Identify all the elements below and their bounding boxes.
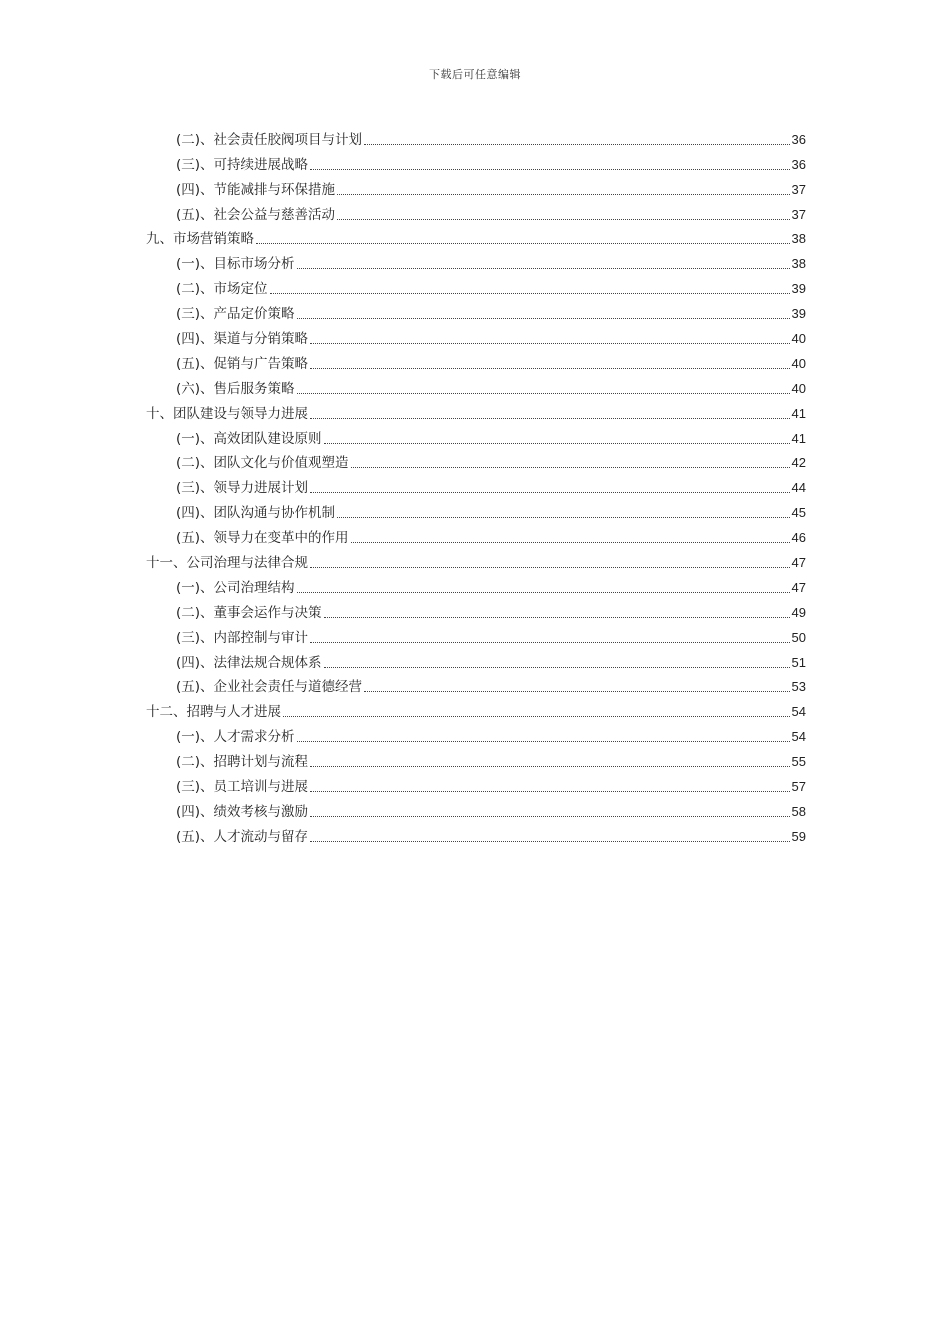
toc-entry-label: (四)、法律法规合规体系 <box>176 654 322 671</box>
toc-dot-leader <box>324 443 790 444</box>
toc-dot-leader <box>310 418 790 419</box>
toc-entry-label: (四)、节能减排与环保措施 <box>176 181 336 198</box>
toc-dot-leader <box>351 542 790 543</box>
toc-entry-label: (二)、董事会运作与决策 <box>176 604 322 621</box>
toc-section-entry[interactable] <box>146 474 806 499</box>
toc-dot-leader <box>256 243 790 244</box>
toc-entry-label: (三)、可持续进展战略 <box>176 156 309 173</box>
toc-entry-page-number: 59 <box>791 828 806 844</box>
toc-dot-leader <box>310 816 789 817</box>
toc-entry-page-number: 47 <box>791 579 806 595</box>
toc-section-entry[interactable] <box>146 201 806 226</box>
toc-entry-label: 十二、招聘与人才进展 <box>146 704 281 721</box>
toc-entry-label: (二)、社会责任胶阀项目与计划 <box>176 131 363 148</box>
toc-entry-label: (一)、高效团队建设原则 <box>176 430 322 447</box>
toc-entry-label: (四)、绩效考核与激励 <box>176 803 309 820</box>
toc-section-entry[interactable] <box>146 524 806 549</box>
toc-dot-leader <box>310 169 789 170</box>
toc-section-entry[interactable] <box>146 773 806 798</box>
toc-entry-label: (一)、公司治理结构 <box>176 579 295 596</box>
toc-entry-page-number: 45 <box>791 505 806 521</box>
toc-entry-page-number: 54 <box>791 704 806 720</box>
toc-entry-label: 十、团队建设与领导力进展 <box>146 405 308 422</box>
toc-entry-label: 九、市场营销策略 <box>146 231 254 248</box>
toc-chapter-entry[interactable] <box>146 549 806 574</box>
toc-section-entry[interactable] <box>146 499 806 524</box>
toc-dot-leader <box>337 194 789 195</box>
toc-dot-leader <box>351 467 790 468</box>
toc-chapter-entry[interactable] <box>146 400 806 425</box>
toc-entry-page-number: 41 <box>791 430 806 446</box>
toc-entry-page-number: 53 <box>791 679 806 695</box>
toc-section-entry[interactable] <box>146 674 806 699</box>
toc-dot-leader <box>324 667 790 668</box>
toc-section-entry[interactable] <box>146 350 806 375</box>
toc-dot-leader <box>337 517 789 518</box>
toc-entry-page-number: 40 <box>791 380 806 396</box>
toc-entry-label: (六)、售后服务策略 <box>176 380 295 397</box>
toc-entry-label: (三)、领导力进展计划 <box>176 480 309 497</box>
toc-section-entry[interactable] <box>146 300 806 325</box>
toc-section-entry[interactable] <box>146 723 806 748</box>
toc-entry-label: (一)、人才需求分析 <box>176 729 295 746</box>
toc-dot-leader <box>310 343 789 344</box>
toc-section-entry[interactable] <box>146 176 806 201</box>
toc-section-entry[interactable] <box>146 126 806 151</box>
toc-dot-leader <box>324 617 790 618</box>
toc-section-entry[interactable] <box>146 151 806 176</box>
toc-dot-leader <box>297 741 790 742</box>
toc-dot-leader <box>297 268 790 269</box>
toc-entry-label: (五)、领导力在变革中的作用 <box>176 530 349 547</box>
toc-entry-label: (二)、招聘计划与流程 <box>176 754 309 771</box>
toc-section-entry[interactable] <box>146 375 806 400</box>
toc-entry-label: (四)、渠道与分销策略 <box>176 331 309 348</box>
toc-section-entry[interactable] <box>146 275 806 300</box>
toc-entry-label: (五)、社会公益与慈善活动 <box>176 206 336 223</box>
table-of-contents <box>146 126 806 848</box>
toc-entry-page-number: 40 <box>791 355 806 371</box>
toc-section-entry[interactable] <box>146 823 806 848</box>
toc-entry-label: (四)、团队沟通与协作机制 <box>176 505 336 522</box>
toc-entry-page-number: 36 <box>791 156 806 172</box>
toc-section-entry[interactable] <box>146 450 806 475</box>
toc-entry-label: 十一、公司治理与法律合规 <box>146 555 308 572</box>
toc-section-entry[interactable] <box>146 624 806 649</box>
toc-entry-label: (二)、市场定位 <box>176 281 268 298</box>
toc-dot-leader <box>283 716 790 717</box>
toc-entry-label: (五)、企业社会责任与道德经营 <box>176 679 363 696</box>
toc-dot-leader <box>310 766 789 767</box>
toc-entry-label: (五)、促销与广告策略 <box>176 355 309 372</box>
toc-entry-page-number: 36 <box>791 131 806 147</box>
page-header: 下载后可任意编辑 <box>429 68 521 81</box>
toc-entry-page-number: 54 <box>791 729 806 745</box>
toc-entry-page-number: 51 <box>791 654 806 670</box>
toc-entry-page-number: 57 <box>791 779 806 795</box>
toc-entry-label: (一)、目标市场分析 <box>176 256 295 273</box>
toc-dot-leader <box>297 318 790 319</box>
toc-entry-page-number: 44 <box>791 480 806 496</box>
toc-section-entry[interactable] <box>146 425 806 450</box>
toc-entry-page-number: 41 <box>791 405 806 421</box>
toc-dot-leader <box>270 293 790 294</box>
toc-entry-page-number: 38 <box>791 231 806 247</box>
toc-section-entry[interactable] <box>146 325 806 350</box>
toc-section-entry[interactable] <box>146 574 806 599</box>
toc-chapter-entry[interactable] <box>146 226 806 251</box>
toc-section-entry[interactable] <box>146 250 806 275</box>
toc-entry-label: (三)、产品定价策略 <box>176 306 295 323</box>
toc-dot-leader <box>310 368 789 369</box>
toc-entry-page-number: 55 <box>791 754 806 770</box>
toc-entry-page-number: 49 <box>791 604 806 620</box>
toc-entry-page-number: 40 <box>791 331 806 347</box>
toc-dot-leader <box>310 841 789 842</box>
toc-entry-label: (二)、团队文化与价值观塑造 <box>176 455 349 472</box>
toc-entry-label: (三)、员工培训与进展 <box>176 779 309 796</box>
toc-dot-leader <box>310 492 789 493</box>
toc-dot-leader <box>364 144 789 145</box>
toc-dot-leader <box>364 691 789 692</box>
toc-entry-label: (三)、内部控制与审计 <box>176 629 309 646</box>
toc-dot-leader <box>297 592 790 593</box>
toc-section-entry[interactable] <box>146 599 806 624</box>
toc-dot-leader <box>337 219 789 220</box>
toc-entry-page-number: 58 <box>791 803 806 819</box>
toc-section-entry[interactable] <box>146 649 806 674</box>
toc-dot-leader <box>310 791 789 792</box>
toc-section-entry[interactable] <box>146 748 806 773</box>
toc-entry-page-number: 50 <box>791 629 806 645</box>
toc-entry-page-number: 47 <box>791 555 806 571</box>
toc-dot-leader <box>297 393 790 394</box>
toc-entry-page-number: 46 <box>791 530 806 546</box>
toc-entry-page-number: 37 <box>791 181 806 197</box>
toc-dot-leader <box>310 567 790 568</box>
toc-entry-page-number: 38 <box>791 256 806 272</box>
toc-chapter-entry[interactable] <box>146 698 806 723</box>
toc-entry-page-number: 39 <box>791 306 806 322</box>
toc-entry-page-number: 37 <box>791 206 806 222</box>
toc-entry-label: (五)、人才流动与留存 <box>176 828 309 845</box>
toc-section-entry[interactable] <box>146 798 806 823</box>
toc-entry-page-number: 39 <box>791 281 806 297</box>
toc-entry-page-number: 42 <box>791 455 806 471</box>
toc-dot-leader <box>310 642 789 643</box>
